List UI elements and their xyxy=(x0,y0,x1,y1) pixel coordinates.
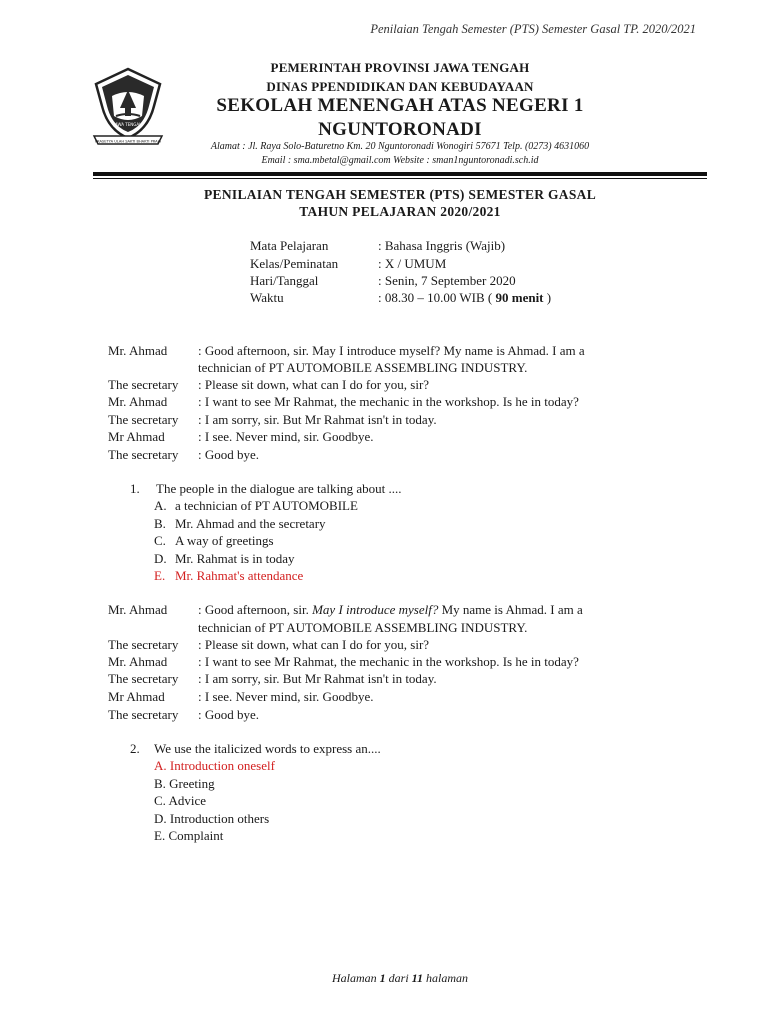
question1-option-letter: C. xyxy=(154,533,166,548)
info-value-time: : 08.30 – 10.00 WIB ( 90 menit ) xyxy=(378,290,552,305)
question2-option: D. Introduction others xyxy=(154,811,270,826)
question1-text: The people in the dialogue are talking about .... xyxy=(156,481,402,496)
info-label-time: Waktu xyxy=(250,290,284,305)
page-number: 1 xyxy=(379,971,386,985)
dialogue2-line: technician of PT AUTOMOBILE ASSEMBLING INDUSTRY. xyxy=(198,620,528,635)
dialogue1-speaker: Mr Ahmad xyxy=(108,429,165,444)
question2-number: 2. xyxy=(130,741,140,756)
info-value-class: : X / UMUM xyxy=(378,256,447,271)
dialogue1-line: : Good afternoon, sir. May I introduce myself? My name is Ahmad. I am a xyxy=(198,343,585,358)
info-value-subject: : Bahasa Inggris (Wajib) xyxy=(378,238,506,253)
dialogue1-line: : Good bye. xyxy=(198,447,260,462)
dialogue1-speaker: The secretary xyxy=(108,377,179,392)
logo-banner-text: PRASETYA ULAH SAKTI BHAKTI PRAJA xyxy=(94,139,162,144)
running-header: Penilaian Tengah Semester (PTS) Semester Gasal TP. 2020/2021 xyxy=(370,22,696,36)
info-label-class: Kelas/Peminatan xyxy=(250,256,339,271)
dialogue1-line: technician of PT AUTOMOBILE ASSEMBLING INDUSTRY. xyxy=(198,360,528,375)
dialogue1-line: : I see. Never mind, sir. Goodbye. xyxy=(198,429,374,444)
dialogue2-line: : Good bye. xyxy=(198,707,260,722)
dialogue2-speaker: Mr. Ahmad xyxy=(108,654,168,669)
question1-option: A way of greetings xyxy=(175,533,274,548)
dialogue2-line: : I want to see Mr Rahmat, the mechanic in the workshop. Is he in today? xyxy=(198,654,579,669)
letterhead-divider xyxy=(93,172,707,176)
question1-option: a technician of PT AUTOMOBILE xyxy=(175,498,358,513)
letterhead-address: Alamat : Jl. Raya Solo-Baturetno Km. 20 Nguntoronadi Wonogiri 57671 Telp. (0273) 4631060 xyxy=(210,141,590,152)
dialogue2-speaker: Mr. Ahmad xyxy=(108,602,168,617)
dialogue1-line: : Please sit down, what can I do for you, sir? xyxy=(198,377,430,392)
letterhead-divider-thin xyxy=(93,178,707,179)
question2-option: E. Complaint xyxy=(154,828,224,843)
info-value-date: : Senin, 7 September 2020 xyxy=(378,273,516,288)
italicized-phrase: May I introduce myself? xyxy=(312,602,439,617)
info-duration: 90 menit xyxy=(495,290,544,305)
exam-title: PENILAIAN TENGAH SEMESTER (PTS) SEMESTER GASAL xyxy=(203,187,596,202)
letterhead-school-name: SEKOLAH MENENGAH ATAS NEGERI 1 xyxy=(216,95,584,116)
dialogue1-line: : I am sorry, sir. But Mr Rahmat isn't in today. xyxy=(198,412,437,427)
dialogue1-speaker: Mr. Ahmad xyxy=(108,343,168,358)
dialogue2-line: : Good afternoon, sir. May I introduce myself? My name is Ahmad. I am a xyxy=(198,602,583,617)
question2-correct-answer: A. Introduction oneself xyxy=(154,758,275,773)
dialogue2-line: : I am sorry, sir. But Mr Rahmat isn't in today. xyxy=(198,671,437,686)
logo-emblem-text: JAWA TENGAH xyxy=(113,122,143,127)
question1-option: Mr. Ahmad and the secretary xyxy=(175,516,326,531)
dialogue2-speaker: The secretary xyxy=(108,671,179,686)
dialogue1-speaker: Mr. Ahmad xyxy=(108,394,168,409)
letterhead-contact: Email : sma.mbetal@gmail.com Website : sman1nguntoronadi.sch.id xyxy=(261,155,539,166)
question2-option: B. Greeting xyxy=(154,776,215,791)
exam-year: TAHUN PELAJARAN 2020/2021 xyxy=(299,204,501,219)
question1-correct-answer: Mr. Rahmat's attendance xyxy=(175,568,304,583)
page-total: 11 xyxy=(411,971,424,985)
page-footer: Halaman 1 dari 11 halaman xyxy=(331,971,469,985)
dialogue2-line: : Please sit down, what can I do for you, sir? xyxy=(198,637,430,652)
question1-option-letter: B. xyxy=(154,516,166,531)
dialogue2-speaker: Mr Ahmad xyxy=(108,689,165,704)
letterhead-school-location: NGUNTORONADI xyxy=(318,119,482,140)
dialogue2-speaker: The secretary xyxy=(108,707,179,722)
question1-answer-letter: E. xyxy=(154,568,166,583)
question1-option-letter: A. xyxy=(154,498,167,513)
info-label-date: Hari/Tanggal xyxy=(250,273,319,288)
dialogue1-speaker: The secretary xyxy=(108,447,179,462)
question1-number: 1. xyxy=(130,481,140,496)
question1-option: Mr. Rahmat is in today xyxy=(175,551,295,566)
question2-text: We use the italicized words to express an.... xyxy=(154,741,381,756)
dialogue1-speaker: The secretary xyxy=(108,412,179,427)
question2-option: C. Advice xyxy=(154,793,206,808)
letterhead-government: PEMERINTAH PROVINSI JAWA TENGAH xyxy=(270,60,530,75)
dialogue2-line: : I see. Never mind, sir. Goodbye. xyxy=(198,689,374,704)
dialogue1-line: : I want to see Mr Rahmat, the mechanic in the workshop. Is he in today? xyxy=(198,394,579,409)
question1-option-letter: D. xyxy=(154,551,167,566)
letterhead-department: DINAS PPENDIDIKAN DAN KEBUDAYAAN xyxy=(266,79,534,94)
info-label-subject: Mata Pelajaran xyxy=(250,238,329,253)
dialogue2-speaker: The secretary xyxy=(108,637,179,652)
